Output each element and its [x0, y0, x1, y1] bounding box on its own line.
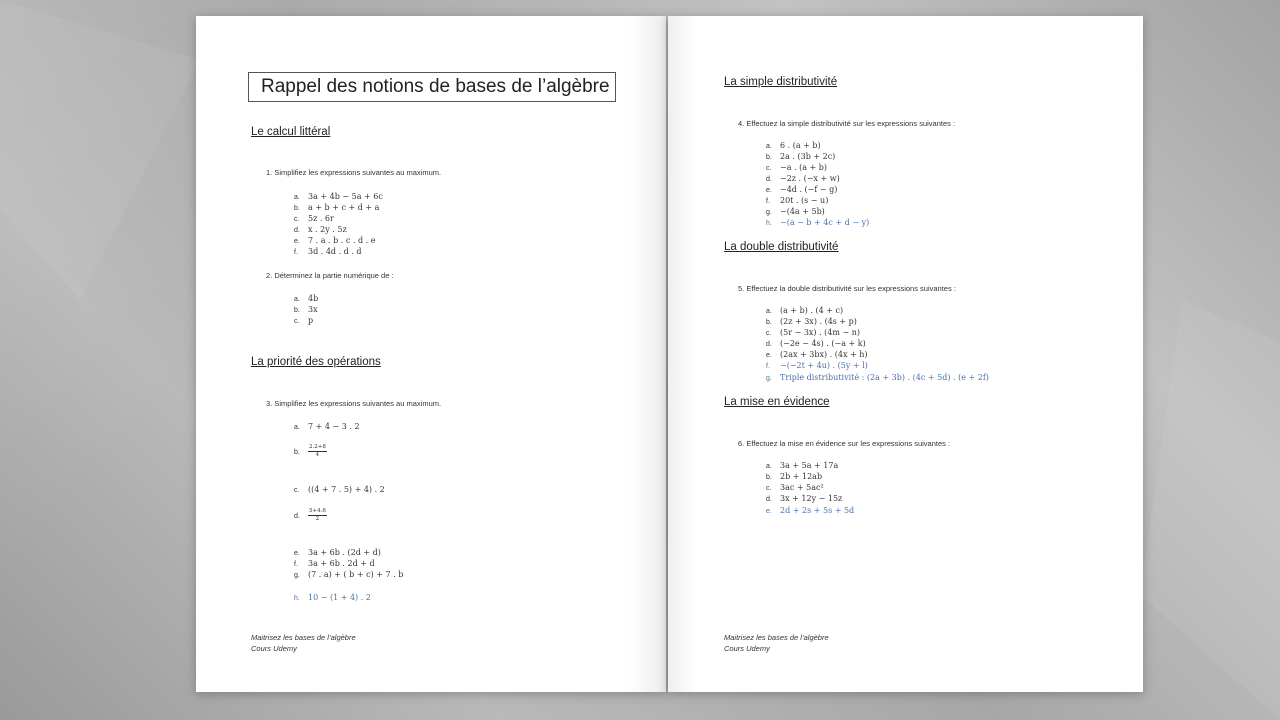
exercise-item: c. ((4 + 7 . 5) + 4) . 2 [294, 485, 385, 494]
exercise-item: e. 7 . a . b . c . d . e [294, 236, 376, 245]
section-heading-calcul-litteral: Le calcul littéral [251, 126, 331, 138]
background-shape [1140, 300, 1280, 720]
exercise-item-highlighted: e. 2d + 2s + 5s + 5d [766, 506, 855, 515]
exercise-item: a. 3a + 5a + 17a [766, 461, 839, 470]
section-heading-simple-distributivite: La simple distributivité [724, 76, 838, 88]
exercise-item: b. (2z + 3x) . (4s + p) [766, 317, 857, 326]
exercise-item: c. 3ac + 5ac² [766, 483, 824, 492]
exercise-item-highlighted: f. −(−2t + 4u) . (5y + l) [766, 361, 868, 370]
exercise-item: c. (5r − 3x) . (4m − n) [766, 328, 861, 337]
page-footer: Maitrisez les bases de l’algèbre Cours Udemy [724, 633, 829, 653]
document-page-right [668, 16, 1143, 692]
page-title: Rappel des notions de bases de l’algèbre [248, 72, 616, 102]
exercise-item: g. −(4a + 5b) [766, 207, 825, 216]
exercise-item: b. $\frac{2.2+8}{4}$ [294, 444, 326, 458]
exercise-item: e. 3a + 6b . (2d + d) [294, 548, 381, 557]
exercise-item: g. (7 . a) + ( b + c) + 7 . b [294, 570, 404, 579]
exercise-item-highlighted: g. Triple distributivité : (2a + 3b) . (4c + 5d) . (e + 2f) [766, 373, 989, 382]
page-footer: Maitrisez les bases de l’algèbre Cours Udemy [251, 633, 356, 653]
question-4: 4. Effectuez la simple distributivité sur les expressions suivantes : [738, 119, 956, 128]
exercise-item: b. 3x [294, 305, 318, 314]
exercise-item: d. 3x + 12y − 15z [766, 494, 843, 503]
exercise-item: f. 3a + 6b . 2d + d [294, 559, 375, 568]
question-5: 5. Effectuez la double distributivité sur les expressions suivantes : [738, 284, 956, 293]
document-page-left [196, 16, 666, 692]
exercise-item-highlighted: h. −(a − b + 4c + d − y) [766, 218, 870, 227]
question-3: 3. Simplifiez les expressions suivantes au maximum. [266, 399, 442, 408]
exercise-item: b. a + b + c + d + a [294, 203, 380, 212]
section-heading-priorite-operations: La priorité des opérations [251, 356, 381, 368]
exercise-item-highlighted: h. 10 − (1 + 4) . 2 [294, 593, 371, 602]
section-heading-double-distributivite: La double distributivité [724, 241, 839, 253]
fraction: $\frac{2.2+8}{4}$ [309, 444, 326, 458]
exercise-item: a. 3a + 4b − 5a + 6c [294, 192, 383, 201]
exercise-item: f. 3d . 4d . d . d [294, 247, 362, 256]
question-6: 6. Effectuez la mise en évidence sur les expressions suivantes : [738, 439, 951, 448]
exercise-item: d. $\frac{5+4.6}{2}$ [294, 508, 326, 522]
fraction: $\frac{5+4.6}{2}$ [309, 508, 326, 522]
exercise-item: a. 6 . (a + b) [766, 141, 821, 150]
exercise-item: c. 5z . 6r [294, 214, 334, 223]
exercise-item: b. 2a . (3b + 2c) [766, 152, 836, 161]
exercise-item: d. (−2e − 4s) . (−a + k) [766, 339, 866, 348]
exercise-item: a. 7 + 4 − 3 . 2 [294, 422, 360, 431]
question-1: 1. Simplifiez les expressions suivantes au maximum. [266, 168, 442, 177]
section-heading-mise-en-evidence: La mise en évidence [724, 396, 830, 408]
exercise-item: f. 20t . (s − u) [766, 196, 829, 205]
exercise-item: c. −a . (a + b) [766, 163, 828, 172]
exercise-item: e. −4d . (−f − g) [766, 185, 838, 194]
exercise-item: d. x . 2y . 5z [294, 225, 347, 234]
exercise-item: a. (a + b) . (4 + c) [766, 306, 844, 315]
exercise-item: a. 4b [294, 294, 319, 303]
background-shape [0, 0, 200, 300]
exercise-item: c. p [294, 316, 314, 325]
exercise-item: b. 2b + 12ab [766, 472, 823, 481]
question-2: 2. Déterminez la partie numérique de : [266, 271, 394, 280]
exercise-item: d. −2z . (−x + w) [766, 174, 840, 183]
exercise-item: e. (2ax + 3bx) . (4x + h) [766, 350, 868, 359]
